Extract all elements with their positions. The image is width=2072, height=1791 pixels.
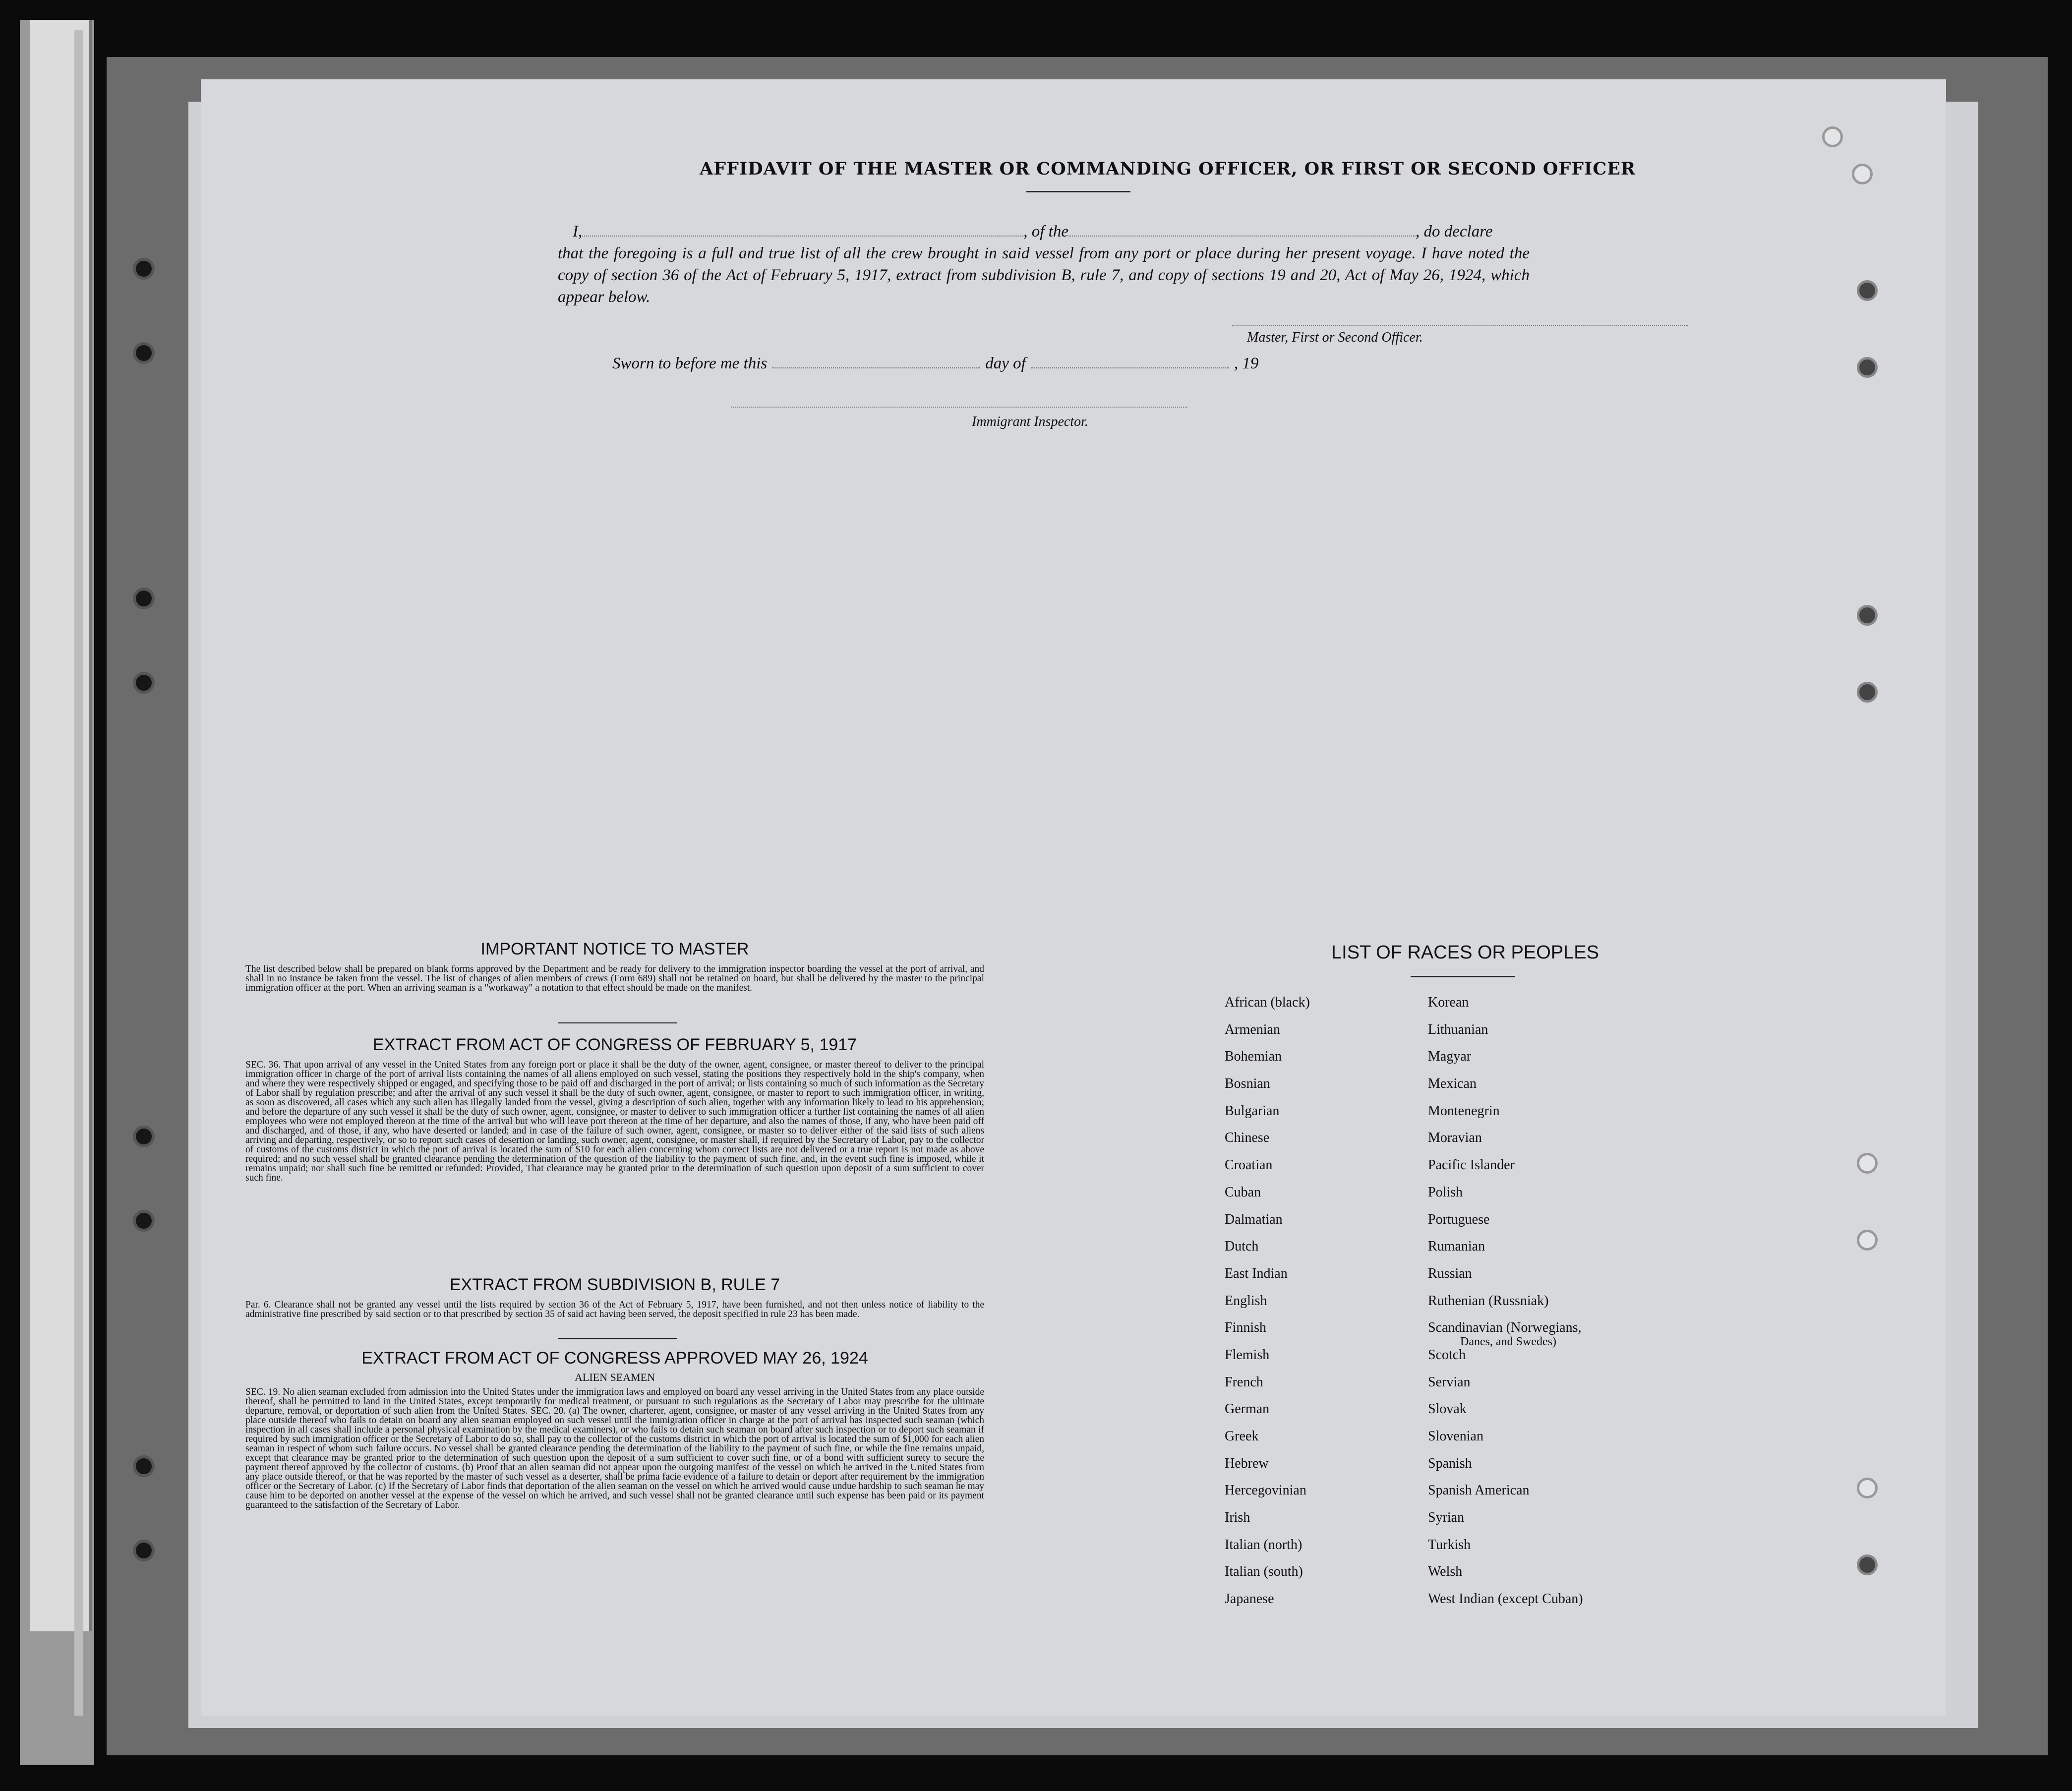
race-item: Cuban xyxy=(1225,1184,1261,1200)
affidavit-text xyxy=(558,221,1530,308)
race-item: Finnish xyxy=(1225,1320,1267,1336)
race-item: West Indian (except Cuban) xyxy=(1428,1591,1583,1607)
affidavit-i: I, xyxy=(573,223,583,240)
race-item: Italian (south) xyxy=(1225,1564,1303,1580)
race-item: African (black) xyxy=(1225,995,1310,1010)
race-item: German xyxy=(1225,1401,1270,1417)
race-item: Ruthenian (Russniak) xyxy=(1428,1293,1549,1309)
master-signature-caption: Master, First or Second Officer. xyxy=(1247,330,1423,345)
binder-hole-2 xyxy=(133,342,155,364)
race-item: English xyxy=(1225,1293,1267,1309)
binder-hole-4 xyxy=(133,672,155,694)
race-item: East Indian xyxy=(1225,1265,1288,1281)
race-item: Bulgarian xyxy=(1225,1103,1280,1119)
page-ring-5 xyxy=(1857,605,1878,626)
sworn-prefix: Sworn to before me this xyxy=(612,355,768,372)
races-divider xyxy=(1411,976,1515,977)
affidavit-of-the: , of the xyxy=(1023,223,1068,240)
affidavit-first-line xyxy=(558,221,1530,242)
affidavit-body: that the foregoing is a full and true list of all the crew brought in said vessel from any port or place during her present voyage. I have noted the copy of section 36 of the Act of February 5, 1917, extract from subdivision B, rule 7, and copy of sections 19 and 20, Act of May 26, 1924, which appear below. xyxy=(558,244,1530,306)
binder-hole-6 xyxy=(133,1210,155,1232)
race-item: Chinese xyxy=(1225,1130,1270,1146)
sworn-month-blank[interactable] xyxy=(1031,367,1229,368)
page-ring-9 xyxy=(1857,1478,1878,1498)
race-item: Rumanian xyxy=(1428,1239,1485,1254)
race-item: Dutch xyxy=(1225,1239,1259,1254)
vessel-blank[interactable] xyxy=(1068,236,1416,237)
races-heading: LIST OF RACES OR PEOPLES xyxy=(1331,942,1599,963)
scandinavian-continuation: Danes, and Swedes) xyxy=(1460,1335,1556,1348)
race-item: Servian xyxy=(1428,1374,1471,1390)
affidavit-declare: , do declare xyxy=(1415,223,1493,240)
race-item: Mexican xyxy=(1428,1076,1477,1092)
race-item: Lithuanian xyxy=(1428,1021,1488,1037)
extract-1917-heading: EXTRACT FROM ACT OF CONGRESS OF FEBRUARY 5, 1917 xyxy=(372,1035,857,1054)
page-ring-6 xyxy=(1857,682,1878,703)
sworn-day-blank[interactable] xyxy=(772,367,980,368)
title-divider xyxy=(1026,191,1130,192)
divider-2 xyxy=(558,1338,677,1339)
sworn-year: , 19 xyxy=(1234,355,1259,372)
races-column-2 xyxy=(1428,989,1583,1613)
extract-1924-text: SEC. 19. No alien seaman excluded from admission into the United States under the immigration laws and employed on board any vessel arriving in the United States from any place outside thereof, shall be permitted to land in the United States, except temporarily for medical treatment, or pursuant to such regulations as the Secretary of Labor may prescribe for the ultimate departure, removal, or deportation of such alien from the United States. SEC. 20. (a) The owner, charterer, agent, consignee, or master of any vessel arriving in the United States from any place outside thereof who fails to detain on board any alien seaman employed on such vessel until the immigration officer in charge at the port of arrival has inspected such seaman (which inspection in all cases shall include a personal physical examination by the medical examiners), or who fails to detain such seaman on board after such inspection or to deport such seaman if required by such immigration officer or the Secretary of Labor to do so, shall pay to the collector of the customs district in which the port of arrival is located the sum of $1,000 for each alien seaman in respect of whom such failure occurs. No vessel shall be granted clearance pending the determination of the liability to the payment of such fine, or while the fine remains unpaid, except that clearance may be granted prior to the determination of such question upon the deposit of a sum sufficient to cover such fine, or of a bond with sufficient surety to secure the payment thereof approved by the collector of customs. (b) Proof that an alien seaman did not appear upon the outgoing manifest of the vessel on which he arrived in the United States from any place outside thereof, or that he was reported by the master of such vessel as a deserter, shall be prima facie evidence of a failure to detain or deport after requirement by the immigration officer or the Secretary of Labor. (c) If the Secretary of Labor finds that deportation of the alien seaman on the vessel on which he arrived would cause undue hardship to such seaman he may cause him to be deported on another vessel at the expense of the vessel on which he arrived, and such vessel shall not be granted clearance until such expense has been paid or its payment guaranteed to the satisfaction of the Secretary of Labor. xyxy=(245,1387,984,1510)
race-item: Dalmatian xyxy=(1225,1211,1283,1227)
race-item: Pacific Islander xyxy=(1428,1157,1515,1173)
notice-text: The list described below shall be prepared on blank forms approved by the Department and be ready for delivery to the immigration inspector boarding the vessel at the port of arrival, and shall in no instance be taken from the vessel. The list of changes of alien members of crews (Form 689) shall not be retained on board, but shall be delivered by the master to the principal immigration officer at the port. When an arriving seaman is a "workaway" a notation to that effect should be made on the manifest. xyxy=(245,964,984,993)
inspector-caption: Immigrant Inspector. xyxy=(972,414,1088,429)
race-item: Polish xyxy=(1428,1184,1463,1200)
page-ring-8 xyxy=(1857,1230,1878,1251)
sworn-day-of: day of xyxy=(985,355,1026,372)
race-item: Montenegrin xyxy=(1428,1103,1500,1119)
race-item: Croatian xyxy=(1225,1157,1273,1173)
race-item: Bosnian xyxy=(1225,1076,1270,1092)
divider-1 xyxy=(558,1022,677,1023)
name-blank[interactable] xyxy=(582,236,1023,237)
race-item: Korean xyxy=(1428,995,1469,1010)
race-item: Flemish xyxy=(1225,1347,1270,1363)
race-item: Spanish xyxy=(1428,1455,1472,1471)
race-item: Magyar xyxy=(1428,1049,1472,1065)
race-item: Hercegovinian xyxy=(1225,1483,1306,1498)
inspector-signature-line[interactable] xyxy=(731,407,1187,408)
race-item: Slovak xyxy=(1428,1401,1467,1417)
race-item: Spanish American xyxy=(1428,1483,1530,1498)
race-item: Welsh xyxy=(1428,1564,1463,1580)
page-ring-3 xyxy=(1857,280,1878,301)
extract-rule7-text: Par. 6. Clearance shall not be granted any vessel until the lists required by section 36 of the Act of February 5, 1917, have been furnished, and not then unless notice of liability to the administrative fine prescribed by said section or to that prescribed by section 35 of said act having been served, the deposit specified in rule 23 has been made. xyxy=(245,1300,984,1319)
race-item: Armenian xyxy=(1225,1021,1280,1037)
notice-heading: IMPORTANT NOTICE TO MASTER xyxy=(480,940,749,958)
race-item: French xyxy=(1225,1374,1263,1390)
race-item: Hebrew xyxy=(1225,1455,1269,1471)
race-item: Japanese xyxy=(1225,1591,1274,1607)
page-ring-4 xyxy=(1857,357,1878,378)
race-item: Irish xyxy=(1225,1510,1250,1526)
race-item: Greek xyxy=(1225,1429,1259,1444)
binder-hole-3 xyxy=(133,588,155,609)
race-item: Bohemian xyxy=(1225,1049,1282,1065)
page-ring-10 xyxy=(1857,1554,1878,1575)
binder-page-edge-inner xyxy=(74,30,83,1716)
extract-1917-text: SEC. 36. That upon arrival of any vessel in the United States from any foreign port or place it shall be the duty of the owner, agent, consignee, or master thereof to deliver to the principal immigration officer in charge of the port of arrival lists containing the names of all aliens employed on such vessel, stating the positions they respectively hold in the ship's company, when and where they were respectively shipped or engaged, and specifying those to be paid off and discharged in the port of arrival; or lists containing so much of such information as the Secretary of Labor shall by regulation prescribe; and after the arrival of any such vessel it shall be the duty of such owner, agent, consignee, or master to report to such immigration officer, in writing, as soon as discovered, all cases which any such alien has illegally landed from the vessel, giving a description of such alien, together with any information likely to lead to his apprehension; and before the departure of any such vessel it shall be the duty of such owner, agent, consignee, or master to deliver to such immigration officer a further list containing the names of all alien employees who were not employed thereon at the time of the arrival but who will leave port thereon at the time of her departure, and also the names of those, if any, who have been paid off and discharged, and of those, if any, who have deserted or landed; and in case of the failure of such owner, agent, consignee, or master so to deliver either of the said lists of such aliens arriving and departing, respectively, or so to report such cases of desertion or landing, such owner, agent, consignee, or master shall, if required by the Secretary of Labor, pay to the collector of customs of the customs district in which the port of arrival is located the sum of $10 for each alien concerning whom correct lists are not delivered or a true report is not made as above required; and no such vessel shall be granted clearance pending the determination of the question of the liability to the payment of such fine, and, in the event such fine is imposed, while it remains unpaid; nor shall such fine be remitted or refunded: Provided, That clearance may be granted prior to the determination of such question upon deposit of a sum sufficient to cover such fine. xyxy=(245,1060,984,1183)
binder-hole-5 xyxy=(133,1126,155,1147)
race-item: Moravian xyxy=(1428,1130,1482,1146)
binder-hole-8 xyxy=(133,1540,155,1561)
page-ring-1 xyxy=(1822,126,1843,147)
race-item: Portuguese xyxy=(1428,1211,1490,1227)
page-ring-2 xyxy=(1852,164,1873,184)
race-item: Syrian xyxy=(1428,1510,1465,1526)
form-page xyxy=(201,79,1946,1716)
page-ring-7 xyxy=(1857,1153,1878,1174)
race-item: Scotch xyxy=(1428,1347,1466,1363)
race-item: Russian xyxy=(1428,1265,1472,1281)
alien-seamen-subheading: ALIEN SEAMEN xyxy=(575,1371,655,1383)
extract-1924-heading: EXTRACT FROM ACT OF CONGRESS APPROVED MAY 26, 1924 xyxy=(361,1349,868,1368)
race-item: Turkish xyxy=(1428,1537,1471,1552)
binder-hole-1 xyxy=(133,258,155,280)
race-item: Slovenian xyxy=(1428,1429,1483,1444)
sworn-line xyxy=(612,355,1554,373)
affidavit-title: AFFIDAVIT OF THE MASTER OR COMMANDING OFFICER, OR FIRST OR SECOND OFFICER xyxy=(699,159,1636,179)
binder-hole-7 xyxy=(133,1455,155,1477)
master-signature-line[interactable] xyxy=(1232,325,1688,326)
extract-rule7-heading: EXTRACT FROM SUBDIVISION B, RULE 7 xyxy=(449,1275,780,1294)
race-item: Scandinavian (Norwegians, xyxy=(1428,1320,1582,1336)
races-column-1 xyxy=(1225,989,1310,1613)
race-item: Italian (north) xyxy=(1225,1537,1302,1552)
